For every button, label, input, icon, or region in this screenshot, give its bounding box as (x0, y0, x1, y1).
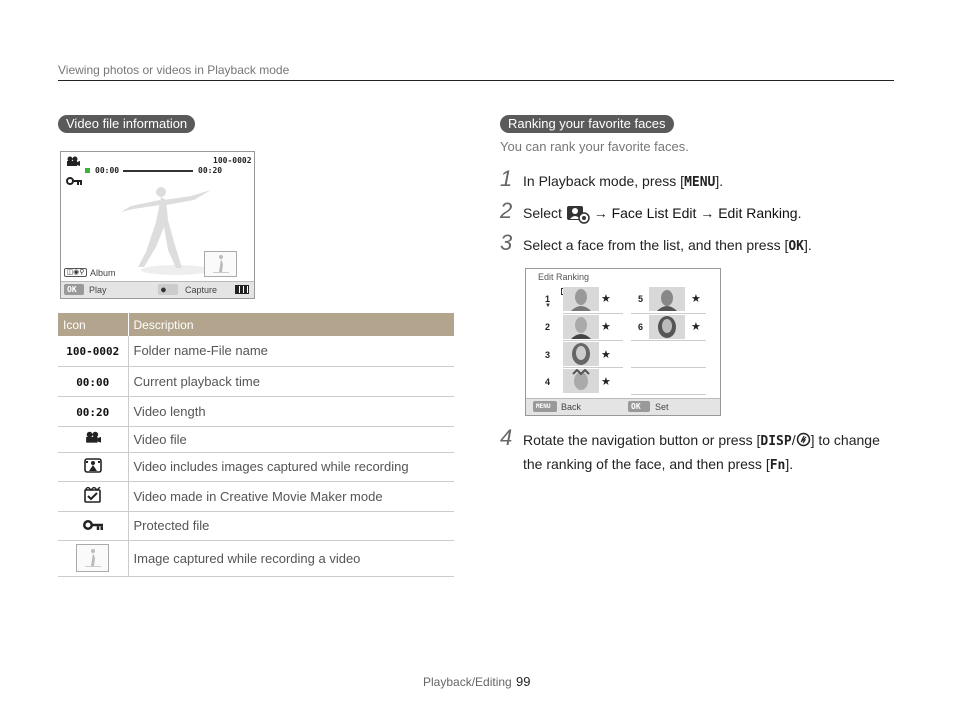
capture-key-icon: ● (158, 284, 178, 295)
video-camera-icon (85, 431, 101, 444)
table-row (58, 481, 454, 511)
face-thumbnail (649, 315, 685, 339)
face-thumbnail (563, 315, 599, 339)
captured-thumbnail (204, 251, 237, 277)
row-description: Video includes images captured while recording (128, 452, 454, 481)
table-row (58, 366, 454, 396)
set-label: Set (655, 402, 669, 412)
back-label: Back (561, 402, 582, 412)
no-flash-icon (796, 432, 811, 447)
disp-key: DISP (760, 434, 792, 449)
rank-number: 1 (545, 294, 551, 304)
face-thumbnail (563, 369, 599, 393)
step-text: ]. (804, 237, 812, 253)
star-icon: ★ (601, 376, 611, 388)
play-status-dot (85, 168, 90, 173)
capture-label: Capture (185, 285, 218, 295)
header-rule (58, 80, 894, 81)
star-icon: ★ (601, 349, 611, 361)
table-row (58, 336, 454, 366)
step-text: ] to change the ranking of the face, and then press [ (523, 432, 880, 472)
icon-column-header: Icon (58, 313, 128, 336)
ranking-bottom-bar (526, 398, 720, 415)
menu-option-face-list-edit: Face List Edit (611, 205, 697, 221)
step-text: → (589, 205, 612, 221)
row-divider (563, 367, 623, 368)
key-icon (83, 520, 103, 530)
step-number: 2 (500, 198, 513, 223)
row-description: Folder name-File name (128, 336, 454, 366)
playback-time-text: 00:00 (76, 375, 110, 389)
ranking-pill: Ranking your favorite faces (500, 115, 674, 133)
thumbnail-icon (205, 252, 236, 276)
step-text: ]. (715, 173, 724, 189)
step-text: → (696, 205, 719, 221)
row-description: Video length (128, 396, 454, 426)
row-description: Protected file (128, 511, 454, 540)
row-divider (631, 367, 706, 368)
rank-down-arrow-icon: ▼ (545, 303, 551, 309)
thumbnail-icon (76, 544, 109, 572)
rank-number: 2 (545, 322, 551, 332)
step-number: 4 (500, 425, 513, 450)
step-text: Select (523, 205, 562, 221)
video-length-readout: 00:20 (198, 166, 223, 175)
dancer-image (116, 182, 216, 277)
key-icon (66, 177, 82, 185)
ok-key: OK (628, 401, 650, 412)
menu-option-edit-ranking: Edit Ranking (718, 205, 798, 221)
step-text: Select a face from the list, and then press [ (523, 237, 789, 253)
page-number: 99 (516, 674, 531, 689)
face-thumbnail (563, 287, 599, 311)
step-text: ]. (785, 456, 794, 472)
section-header: Viewing photos or videos in Playback mode (58, 63, 290, 77)
row-divider (631, 340, 706, 341)
row-divider (563, 340, 623, 341)
face-settings-icon (566, 204, 590, 224)
folder-file-text: 100-0002 (66, 345, 120, 359)
rank-number: 5 (638, 294, 644, 304)
album-icon: ◫◉⚲ (64, 268, 87, 277)
row-description: Video made in Creative Movie Maker mode (128, 481, 454, 511)
fn-key: Fn (769, 458, 786, 473)
video-info-pill: Video file information (58, 115, 195, 133)
row-description: Video file (128, 426, 454, 452)
rank-number: 6 (638, 322, 644, 332)
current-time-readout: 00:00 (95, 166, 120, 175)
step-text: Rotate the navigation button or press [ (523, 432, 761, 448)
rank-number: 3 (545, 350, 551, 360)
captured-images-icon (84, 458, 102, 473)
table-row (58, 396, 454, 426)
table-row (58, 452, 454, 481)
star-icon: ★ (601, 321, 611, 333)
face-thumbnail (563, 342, 599, 366)
table-row (58, 511, 454, 540)
rank-number: 4 (545, 377, 551, 387)
ok-key: OK (788, 239, 805, 254)
menu-key: MENU (533, 401, 557, 412)
folder-file-text-cell (58, 336, 128, 366)
battery-icon (235, 285, 249, 294)
step-text: . (797, 205, 802, 221)
step-number: 1 (500, 166, 513, 191)
face-thumbnail (649, 287, 685, 311)
video-camera-icon (66, 156, 80, 167)
progress-track (123, 170, 193, 172)
album-label: Album (90, 268, 116, 278)
row-divider (631, 394, 706, 395)
row-description: Image captured while recording a video (128, 540, 454, 576)
playback-time-text-cell (58, 366, 128, 396)
play-key: OK (64, 284, 84, 295)
movie-maker-icon (84, 487, 102, 503)
star-icon: ★ (691, 293, 701, 305)
icon-table-header (58, 313, 454, 336)
edit-ranking-screen (525, 268, 721, 416)
step-text: / (791, 432, 796, 448)
screen-title: Edit Ranking (538, 272, 590, 282)
video-length-text: 00:20 (76, 405, 110, 419)
table-row (58, 426, 454, 452)
video-length-text-cell (58, 396, 128, 426)
row-divider (631, 313, 706, 314)
row-description: Current playback time (128, 366, 454, 396)
table-row (58, 540, 454, 576)
playback-screen (60, 151, 255, 299)
ranking-intro: You can rank your favorite faces. (500, 139, 689, 154)
icon-table (58, 313, 454, 577)
menu-key: MENU (684, 175, 716, 190)
star-icon: ★ (601, 293, 611, 305)
step-text: In Playback mode, press [ (523, 173, 685, 189)
description-column-header: Description (128, 313, 454, 336)
star-icon: ★ (691, 321, 701, 333)
step-number: 3 (500, 230, 513, 255)
playback-bottom-bar (61, 281, 254, 298)
row-divider (563, 313, 623, 314)
folder-file-readout: 100-0002 (213, 156, 252, 165)
play-label: Play (89, 285, 107, 295)
footer-label: Playback/Editing (423, 675, 512, 689)
